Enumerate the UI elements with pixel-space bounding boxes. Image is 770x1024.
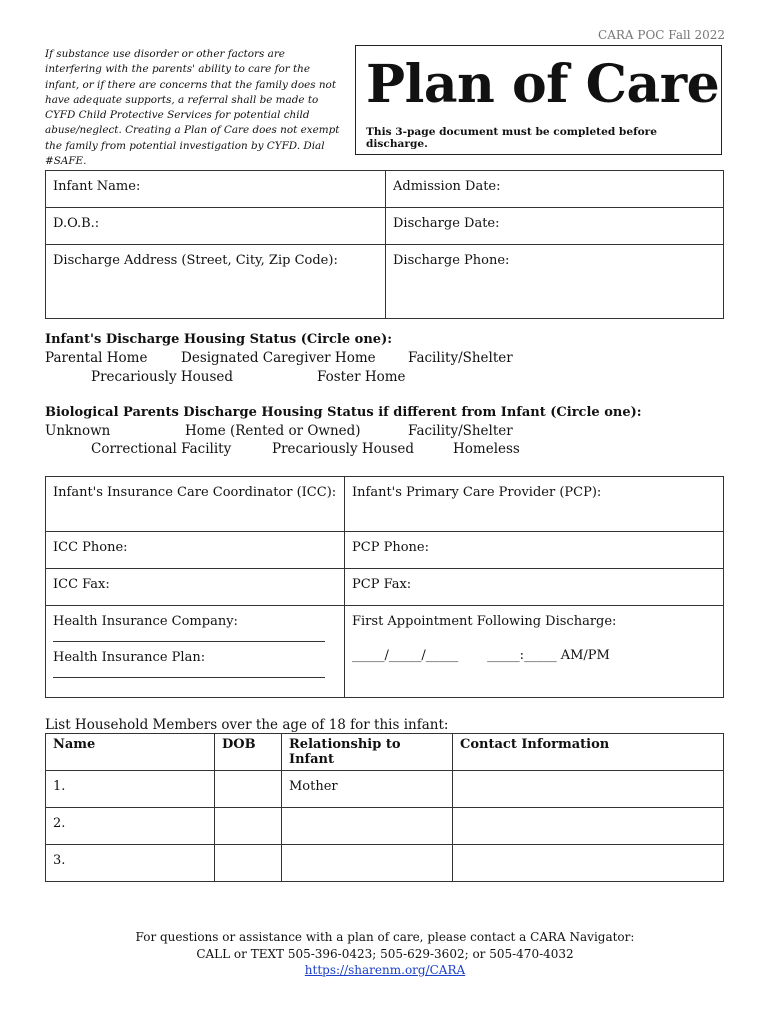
table-row	[46, 808, 724, 845]
infant-info-table	[45, 170, 724, 319]
option-correctional-facility[interactable]: Correctional Facility	[91, 441, 232, 457]
parents-housing-heading: Biological Parents Discharge Housing Status if different from Infant (Circle one):	[45, 405, 642, 420]
pcp-phone-field[interactable]	[345, 532, 724, 569]
option-designated-caregiver-home[interactable]: Designated Caregiver Home	[181, 350, 376, 366]
infant-housing-heading: Infant's Discharge Housing Status (Circle one):	[45, 332, 393, 347]
admission-date-field[interactable]	[386, 171, 724, 208]
icc-fax-field[interactable]	[46, 569, 345, 606]
footer-contact-line: For questions or assistance with a plan of care, please contact a CARA Navigator:	[135, 930, 635, 944]
discharge-address-label: Discharge Address (Street, City, Zip Code):	[53, 253, 338, 268]
insurance-company-label: Health Insurance Company:	[53, 614, 238, 629]
dob-field[interactable]	[46, 208, 386, 245]
row-2-name[interactable]: 2.	[46, 808, 215, 845]
option-facility-shelter[interactable]: Facility/Shelter	[408, 350, 513, 366]
footer	[0, 929, 770, 979]
row-2-contact[interactable]	[453, 808, 724, 845]
icc-label: Infant's Insurance Care Coordinator (ICC):	[53, 485, 337, 500]
option-unknown[interactable]: Unknown	[45, 423, 111, 439]
option-foster-home[interactable]: Foster Home	[317, 369, 406, 385]
pcp-label: Infant's Primary Care Provider (PCP):	[352, 485, 602, 500]
insurance-plan-label: Health Insurance Plan:	[53, 650, 206, 665]
pcp-fax-field[interactable]	[345, 569, 724, 606]
row-2-relationship[interactable]	[282, 808, 453, 845]
row-1-contact[interactable]	[453, 771, 724, 808]
appointment-date-time[interactable]: _____/_____/_____ _____:_____ AM/PM	[352, 648, 610, 663]
col-header-name: Name	[46, 734, 215, 771]
insurance-plan-line[interactable]	[53, 665, 325, 678]
infant-name-label: Infant Name:	[53, 179, 141, 194]
col-header-contact: Contact Information	[453, 734, 724, 771]
discharge-address-field[interactable]	[46, 245, 386, 319]
pcp-fax-label: PCP Fax:	[352, 577, 412, 592]
footer-phone-line: CALL or TEXT 505-396-0423; 505-629-3602; or 505-470-4032	[196, 946, 574, 961]
row-3-dob[interactable]	[215, 845, 282, 882]
row-2-dob[interactable]	[215, 808, 282, 845]
col-header-dob: DOB	[215, 734, 282, 771]
discharge-phone-field[interactable]	[386, 245, 724, 319]
title-box	[355, 45, 722, 155]
care-table	[45, 476, 724, 698]
admission-date-label: Admission Date:	[393, 179, 501, 194]
row-3-name[interactable]: 3.	[46, 845, 215, 882]
option-precariously-housed[interactable]: Precariously Housed	[91, 369, 234, 385]
option-homeless[interactable]: Homeless	[453, 441, 520, 457]
pcp-phone-label: PCP Phone:	[352, 540, 429, 555]
insurance-field[interactable]	[46, 606, 345, 698]
page-subtitle: This 3-page document must be completed before discharge.	[366, 126, 658, 150]
household-table	[45, 733, 724, 882]
row-3-relationship[interactable]	[282, 845, 453, 882]
cyfd-notice: If substance use disorder or other factors are interfering with the parents' ability to care for the infant, or if there are concerns that the family does not have adequate supports, a referral shall be made to CYFD Child Protective Services for potential child abuse/neglect. Creating a Plan of Care does not exempt the family from potential investigation by CYFD. Dial #SAFE.	[45, 48, 340, 168]
cara-link[interactable]: https://sharenm.org/CARA	[304, 963, 466, 977]
first-appointment-label: First Appointment Following Discharge:	[352, 614, 617, 629]
dob-label: D.O.B.:	[53, 216, 100, 231]
row-3-contact[interactable]	[453, 845, 724, 882]
icc-field[interactable]	[46, 477, 345, 532]
discharge-date-field[interactable]	[386, 208, 724, 245]
page-title: Plan of Care	[366, 54, 720, 115]
insurance-company-line[interactable]	[53, 629, 325, 642]
discharge-phone-label: Discharge Phone:	[393, 253, 510, 268]
option-home-rented-owned[interactable]: Home (Rented or Owned)	[185, 423, 361, 439]
infant-name-field[interactable]	[46, 171, 386, 208]
table-row	[46, 845, 724, 882]
first-appointment-field[interactable]	[345, 606, 724, 698]
option-parents-facility-shelter[interactable]: Facility/Shelter	[408, 423, 513, 439]
household-caption: List Household Members over the age of 18 for this infant:	[45, 717, 449, 733]
row-1-relationship[interactable]: Mother	[282, 771, 453, 808]
option-parental-home[interactable]: Parental Home	[45, 350, 148, 366]
discharge-date-label: Discharge Date:	[393, 216, 500, 231]
icc-phone-field[interactable]	[46, 532, 345, 569]
row-1-dob[interactable]	[215, 771, 282, 808]
document-code: CARA POC Fall 2022	[598, 28, 725, 42]
icc-phone-label: ICC Phone:	[53, 540, 128, 555]
pcp-field[interactable]	[345, 477, 724, 532]
table-row	[46, 771, 724, 808]
row-1-name[interactable]: 1.	[46, 771, 215, 808]
option-parents-precariously-housed[interactable]: Precariously Housed	[272, 441, 415, 457]
col-header-relationship: Relationship to Infant	[282, 734, 453, 771]
icc-fax-label: ICC Fax:	[53, 577, 110, 592]
